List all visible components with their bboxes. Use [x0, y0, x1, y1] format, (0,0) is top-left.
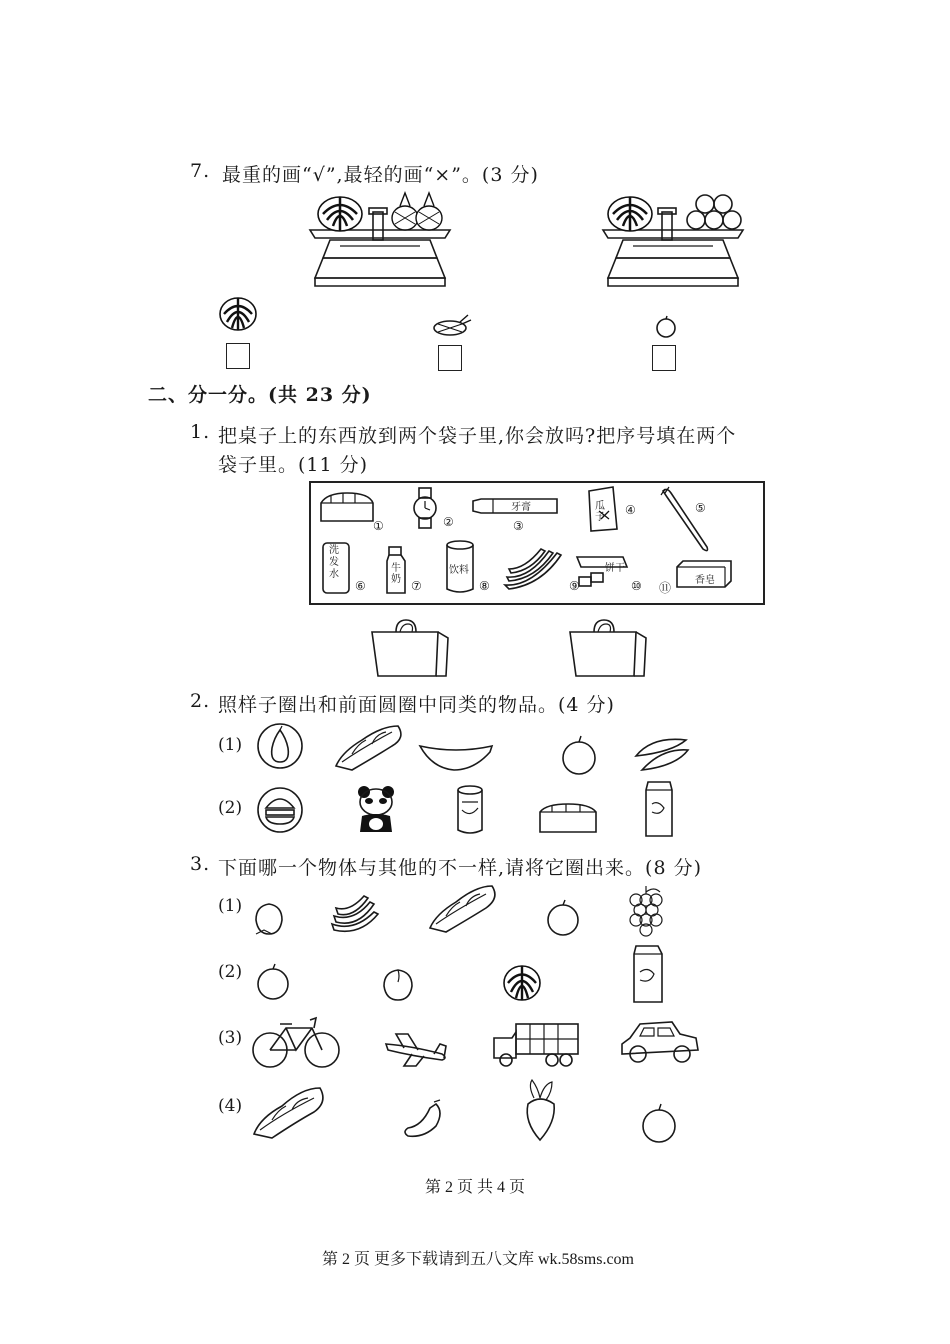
banana-icon[interactable]: [418, 740, 494, 774]
toothpaste-label: 牙膏: [511, 502, 531, 513]
apple-icon[interactable]: [544, 898, 582, 938]
cabbage-icon[interactable]: [332, 722, 406, 772]
eggplant-icon[interactable]: [400, 1098, 448, 1142]
download-footer: 第 2 页 更多下载请到五八文库 wk.58sms.com: [322, 1251, 635, 1268]
item-number: ⑤: [695, 501, 706, 515]
seed-bag-label: 瓜子: [595, 501, 605, 523]
soap-label: 香皂: [695, 575, 715, 586]
panda-toy-icon[interactable]: [354, 784, 398, 836]
item-number: ④: [625, 503, 636, 517]
shopping-bag-1[interactable]: [370, 618, 452, 680]
biscuit-label: 饼干: [605, 563, 625, 574]
item-number: ⑦: [411, 579, 422, 593]
bicycle-icon[interactable]: [250, 1014, 342, 1070]
shampoo-label: 洗发水: [329, 545, 339, 580]
item-number: ①: [373, 519, 384, 533]
peach-icon[interactable]: [380, 964, 416, 1004]
cabbage-icon[interactable]: [250, 1084, 328, 1140]
airplane-icon[interactable]: [382, 1030, 450, 1068]
banana-icon: [501, 545, 567, 591]
grapes-icon[interactable]: [626, 884, 666, 938]
item-number: ⑥: [355, 579, 366, 593]
peach-icon[interactable]: [252, 898, 286, 938]
apple-icon[interactable]: [640, 1102, 678, 1144]
watermelon-icon[interactable]: [502, 962, 542, 1002]
radish-icon[interactable]: [520, 1078, 562, 1144]
q2-row1-label: (1): [218, 735, 243, 755]
milk-carton-icon[interactable]: [642, 780, 676, 838]
toothbrush-icon: [657, 485, 717, 555]
apple-icon[interactable]: [560, 734, 598, 776]
answer-box-watermelon[interactable]: [226, 343, 250, 369]
balance-scale-watermelon-apples: [598, 188, 748, 293]
q7-text: 最重的画“√”,最轻的画“×”。(3 分): [222, 164, 539, 186]
cabbage-icon[interactable]: [426, 882, 500, 934]
watch-icon: [409, 486, 443, 530]
q2-number: 2.: [190, 690, 211, 712]
answer-box-pineapple[interactable]: [438, 345, 462, 371]
banana-bunch-icon[interactable]: [330, 892, 380, 934]
q3-row2-label: (2): [218, 962, 243, 982]
item-number: ②: [443, 515, 454, 529]
q2-text: 照样子圈出和前面圆圈中同类的物品。(4 分): [218, 694, 615, 716]
shopping-bag-2[interactable]: [568, 618, 650, 680]
item-number: ⑧: [479, 579, 490, 593]
truck-icon[interactable]: [490, 1020, 582, 1068]
q1-number: 1.: [190, 421, 211, 443]
item-number: ③: [513, 519, 524, 533]
q7-number: 7.: [190, 160, 211, 182]
circled-pear-example: [256, 722, 304, 770]
q3-text: 下面哪一个物体与其他的不一样,请将它圈出来。(8 分): [218, 857, 702, 879]
milk-carton-icon[interactable]: [630, 944, 666, 1004]
answer-box-apple[interactable]: [652, 345, 676, 371]
peapod-icon[interactable]: [632, 734, 690, 774]
balance-scale-watermelon-pineapple: [305, 188, 455, 293]
item-number: ⑪: [659, 581, 672, 595]
section-2-title: 二、分一分。(共 23 分): [148, 384, 372, 406]
q3-row1-label: (1): [218, 896, 243, 916]
q1-text-line1: 把桌子上的东西放到两个袋子里,你会放吗?把序号填在两个: [218, 425, 737, 447]
items-table: [309, 481, 765, 605]
watermelon-icon: [218, 296, 258, 332]
page-number: 第 2 页 共 4 页: [425, 1179, 526, 1196]
bread-icon[interactable]: [536, 800, 600, 836]
item-number: ⑩: [631, 579, 642, 593]
q2-row2-label: (2): [218, 798, 243, 818]
apple-icon[interactable]: [254, 962, 292, 1002]
q3-row3-label: (3): [218, 1028, 243, 1048]
apple-icon: [654, 315, 678, 339]
q1-text-line2: 袋子里。(11 分): [218, 454, 369, 476]
milk-label: 牛奶: [391, 563, 401, 585]
bread-icon: [317, 489, 377, 529]
item-number: ⑨: [569, 579, 580, 593]
drink-label: 饮料: [449, 565, 469, 576]
q3-row4-label: (4): [218, 1096, 243, 1116]
q3-number: 3.: [190, 853, 211, 875]
circled-burger-example: [256, 786, 304, 834]
pineapple-icon: [432, 312, 472, 336]
car-icon[interactable]: [618, 1016, 702, 1068]
drink-can-icon[interactable]: [454, 784, 486, 836]
